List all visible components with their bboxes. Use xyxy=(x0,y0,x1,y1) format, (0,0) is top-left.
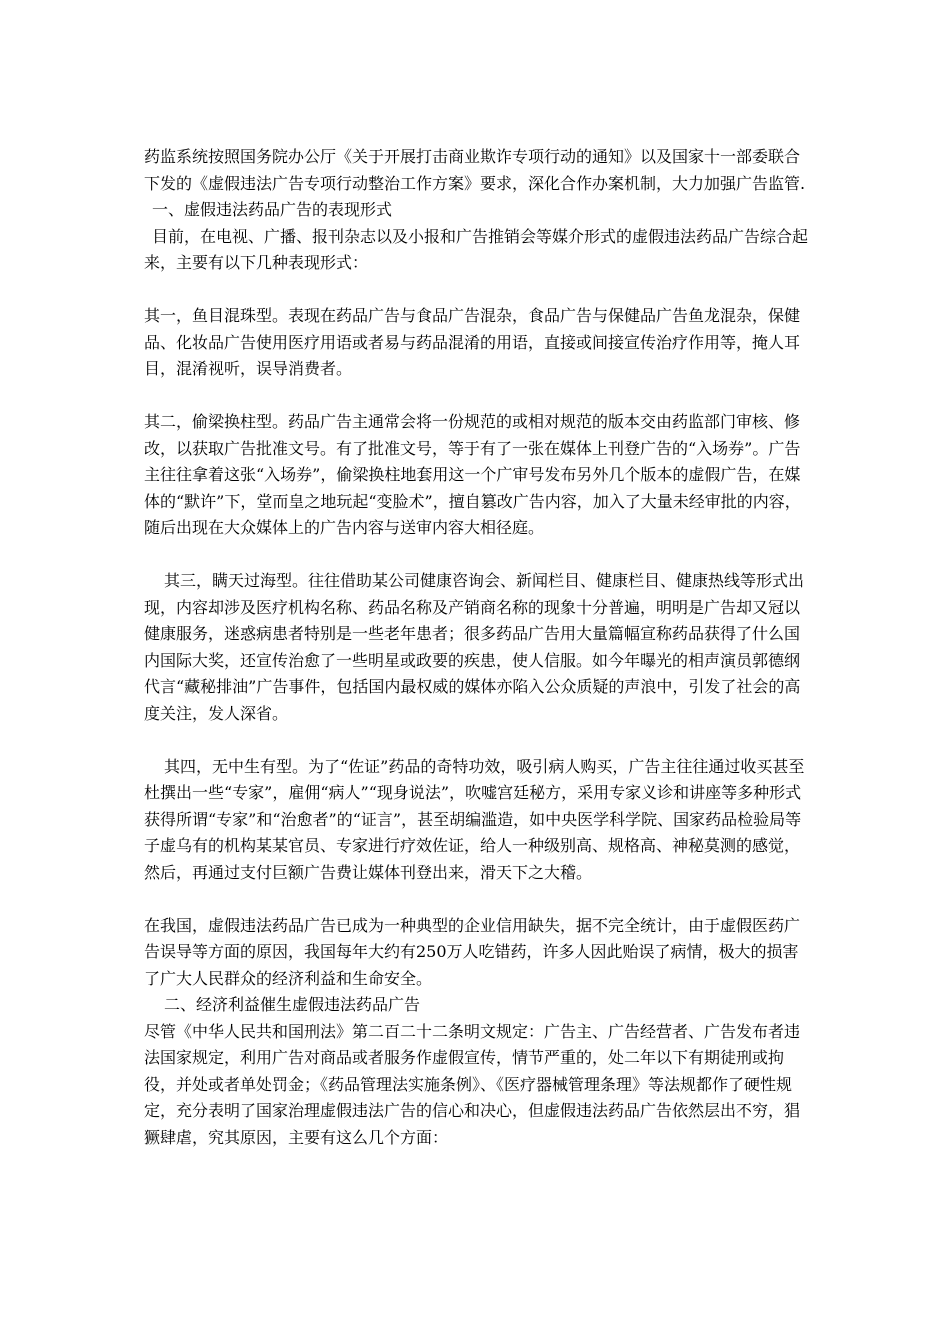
type2-paragraph: 其二，偷梁换柱型。药品广告主通常会将一份规范的或相对规范的版本交由药监部门审核、修改，以获取广告批准文号。有了批准文号，等于有了一张在媒体上刊登广告的“入场券”。广告主往往拿着这张“入场券”，偷梁换柱地套用这一个广审号发布另外几个版本的虚假广告，在媒体的“默许”下，堂而皇之地玩起“变脸术”，擅自篡改广告内容，加入了大量未经审批的内容，随后出现在大众媒体上的广告内容与送审内容大相径庭。 xyxy=(144,412,801,537)
spacer xyxy=(144,886,808,913)
section-heading-1: 一、虚假违法药品广告的表现形式 xyxy=(152,200,393,219)
intro-paragraph: 药监系统按照国务院办公厅《关于开展打击商业欺诈专项行动的通知》以及国家十一部委联合下发的《虚假违法广告专项行动整治工作方案》要求，深化合作办案机制，大力加强广告监管. xyxy=(144,147,806,193)
section-heading-2: 二、经济利益催生虚假违法药品广告 xyxy=(164,995,421,1014)
spacer xyxy=(144,727,808,754)
spacer xyxy=(144,277,808,304)
overview-paragraph: 目前，在电视、广播、报刊杂志以及小报和广告推销会等媒介形式的虚假违法药品广告综合起来，主要有以下几种表现形式： xyxy=(144,226,809,272)
type4-paragraph: 其四，无中生有型。为了“佐证”药品的奇特功效，吸引病人购买，广告主往往通过收买甚至杜撰出一些“专家”，雇佣“病人”“现身说法”，吹嘘宫廷秘方，采用专家义诊和讲座等多种形式获得所谓“专家”和“治愈者”的“证言”，甚至胡编滥造，如中央医学科学院、国家药品检验局等子虚乌有的机构某某官员、专家进行疗效佐证，给人一种级别高、规格高、神秘莫测的感觉，然后，再通过支付巨额广告费让媒体刊登出来，滑天下之大稽。 xyxy=(144,756,805,882)
law-paragraph: 尽管《中华人民共和国刑法》第二百二十二条明文规定：广告主、广告经营者、广告发布者违法国家规定，利用广告对商品或者服务作虚假宣传，情节严重的，处二年以下有期徒刑或拘役，并处或者单处罚金；《药品管理法实施条例》、《医疗器械管理条理》等法规都作了硬性规定，充分表明了国家治理虚假违法广告的信心和决心，但虚假违法药品广告依然层出不穷，猖獗肆虐，究其原因，主要有这么几个方面： xyxy=(144,1021,801,1147)
type3-paragraph: 其三，瞒天过海型。往往借助某公司健康咨询会、新闻栏目、健康栏目、健康热线等形式出现，内容却涉及医疗机构名称、药品名称及产销商名称的现象十分普遍，明明是广告却又冠以健康服务，迷惑病患者特别是一些老年患者；很多药品广告用大量篇幅宣称药品获得了什么国内国际大奖，还宣传治愈了一些明星或政要的疾患，使人信服。如今年曝光的相声演员郭德纲代言“藏秘排油”广告事件，包括国内最权威的媒体亦陷入公众质疑的声浪中，引发了社会的高度关注，发人深省。 xyxy=(144,571,805,723)
summary-paragraph: 在我国，虚假违法药品广告已成为一种典型的企业信用缺失，据不完全统计，由于虚假医药广告误导等方面的原因，我国每年大约有250万人吃错药，许多人因此贻误了病情，极大的损害了广大人民群众的经济利益和生命安全。 xyxy=(144,915,801,988)
document-body xyxy=(144,144,808,1151)
spacer xyxy=(144,542,808,569)
spacer xyxy=(144,383,808,410)
type1-paragraph: 其一，鱼目混珠型。表现在药品广告与食品广告混杂，食品广告与保健品广告鱼龙混杂，保健品、化妆品广告使用医疗用语或者易与药品混淆的用语，直接或间接宣传治疗作用等，掩人耳目，混淆视听，误导消费者。 xyxy=(144,306,801,378)
